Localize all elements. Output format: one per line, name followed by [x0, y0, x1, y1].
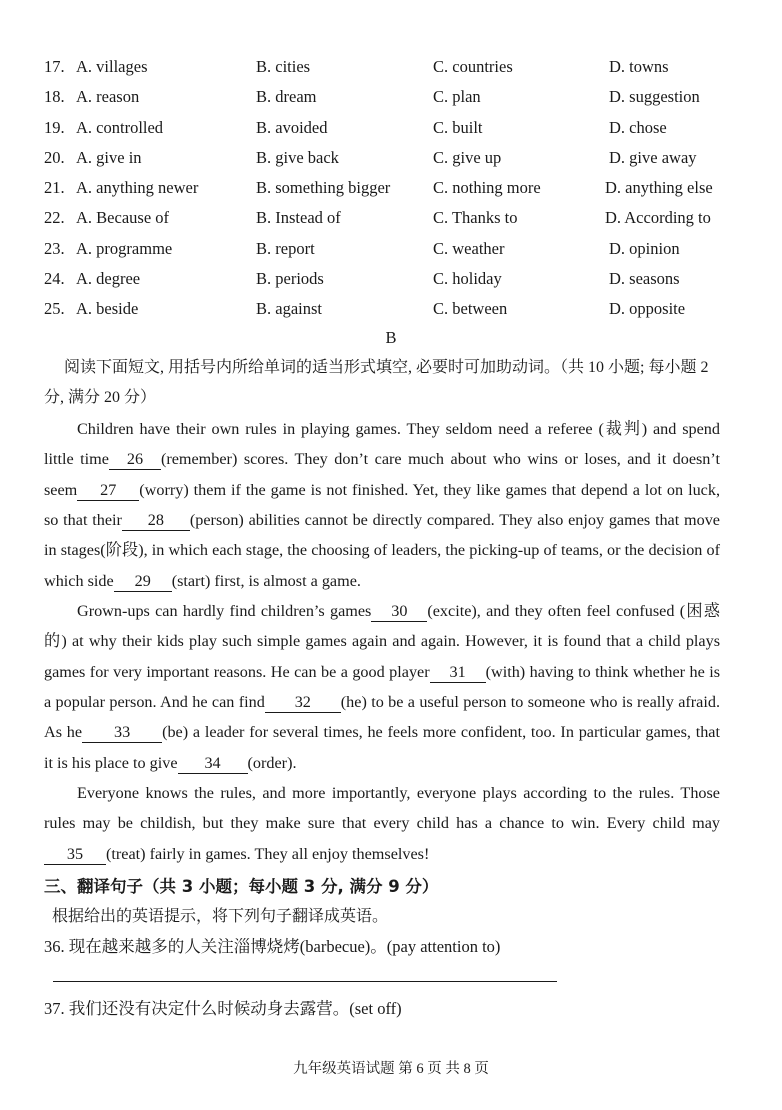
blank-29: 29 — [114, 571, 172, 592]
blank-31: 31 — [430, 662, 486, 683]
blank-27: 27 — [77, 480, 139, 501]
option-c: C. nothing more — [433, 178, 541, 198]
question-row-21 — [44, 176, 744, 206]
passage-paragraph-1 — [44, 414, 720, 596]
option-d: D. According to — [605, 208, 711, 228]
cloze-passage — [44, 414, 720, 869]
page-footer: 九年级英语试题 第 6 页 共 8 页 — [293, 1061, 489, 1077]
passage-text: (order). — [247, 753, 297, 772]
option-d: D. anything else — [605, 178, 713, 198]
question-row-23 — [44, 237, 744, 267]
question-number: 20. — [44, 147, 65, 167]
passage-text: (treat) fairly in games. They all enjoy themselves! — [106, 844, 430, 863]
question-number: 18. — [44, 87, 65, 107]
passage-paragraph-2 — [44, 596, 720, 778]
section-3-heading: 三、翻译句子（共 3 小题；每小题 3 分, 满分 9 分） — [44, 877, 439, 896]
passage-text: (worry) them if the game is not finished. Yet, they like games that depend a lot on luck, so that their — [44, 480, 720, 530]
translation-question-37: 37. 我们还没有决定什么时候动身去露营。(set off) — [44, 999, 402, 1018]
question-number: 17. — [44, 57, 65, 76]
option-c: C. weather — [433, 238, 505, 258]
question-row-22 — [44, 206, 744, 236]
question-row-17 — [44, 55, 744, 85]
passage-text: (person) abilities cannot be directly compared. They also enjoy games that move in stages(阶段), in which each stage, the choosing of leaders, the picking-up of teams, or the decision of which side — [44, 511, 720, 590]
passage-paragraph-3 — [44, 778, 720, 869]
option-c: C. give up — [433, 147, 502, 167]
question-number: 19. — [44, 117, 65, 137]
option-a: A. beside — [76, 299, 139, 319]
option-d: D. seasons — [609, 269, 680, 289]
option-c: C. plan — [433, 87, 481, 107]
option-c: C. countries — [433, 57, 513, 76]
option-b: B. dream — [256, 87, 317, 107]
option-c: C. holiday — [433, 269, 502, 289]
blank-32: 32 — [265, 692, 341, 713]
passage-text: Children have their own rules in playing games. They seldom need a referee (裁判) and spend little time — [44, 420, 720, 469]
passage-text: (remember) scores. They don’t care much about who wins or loses, and it doesn’t seem — [44, 450, 720, 499]
question-number: 24. — [44, 269, 65, 289]
blank-26: 26 — [109, 449, 161, 470]
option-a: A. give in — [76, 147, 142, 167]
option-c: C. between — [433, 299, 508, 319]
option-d: D. towns — [609, 57, 669, 76]
section-3-instruction: 根据给出的英语提示，将下列句子翻译成英语。 — [52, 908, 389, 925]
question-number: 23. — [44, 238, 65, 258]
option-d: D. suggestion — [609, 87, 700, 107]
option-b: B. periods — [256, 269, 324, 289]
blank-33: 33 — [82, 722, 162, 743]
multiple-choice-options — [44, 55, 744, 328]
question-row-20 — [44, 146, 744, 176]
option-a: A. anything newer — [76, 178, 199, 198]
blank-35: 35 — [44, 844, 106, 865]
option-b: B. Instead of — [256, 208, 341, 228]
section-b-instruction: 阅读下面短文, 用括号内所给单词的适当形式填空, 必要时可加助动词。（共 10 小题; 每小题 2 分, 满分 20 分） — [44, 359, 709, 407]
option-b: B. against — [256, 299, 322, 319]
option-d: D. chose — [609, 117, 667, 137]
question-row-19 — [44, 116, 744, 146]
passage-text: (start) first, is almost a game. — [171, 571, 361, 590]
passage-text: (he) to be a useful person to someone who is really afraid. As he — [44, 693, 721, 742]
answer-line-36[interactable] — [53, 981, 557, 982]
option-a: A. controlled — [76, 117, 164, 137]
option-c: C. Thanks to — [433, 208, 518, 228]
option-b: B. cities — [256, 57, 311, 76]
question-row-18 — [44, 85, 744, 115]
option-b: B. give back — [256, 147, 339, 167]
question-number: 22. — [44, 208, 65, 228]
option-d: D. give away — [609, 147, 697, 167]
option-a: A. programme — [76, 238, 173, 258]
option-a: A. Because of — [76, 208, 170, 228]
blank-28: 28 — [122, 510, 190, 531]
passage-text: (be) a leader for several times, he feels more confident, too. In particular games, that it is his place to give — [44, 723, 720, 772]
option-b: B. something bigger — [256, 178, 391, 198]
section-b-heading: B — [385, 328, 397, 347]
question-number: 25. — [44, 299, 65, 319]
passage-text: Everyone knows the rules, and more importantly, everyone plays according to the rules. Those rules may be childish, but they make sure that every child has a chance to win. Every child may — [44, 784, 720, 833]
option-c: C. built — [433, 117, 483, 137]
option-a: A. villages — [76, 57, 148, 76]
option-d: D. opposite — [609, 299, 686, 319]
option-b: B. report — [256, 238, 315, 258]
option-a: A. degree — [76, 269, 141, 289]
option-b: B. avoided — [256, 117, 328, 137]
translation-question-36: 36. 现在越来越多的人关注淄博烧烤(barbecue)。(pay attention to) — [44, 937, 501, 956]
question-row-25 — [44, 297, 744, 327]
question-row-24 — [44, 267, 744, 297]
blank-30: 30 — [371, 601, 427, 622]
passage-text: (excite), and they often feel confused (困惑的) at why their kids play such simple games again and again. However, it is found that a child plays games for very important reasons. He can be a good player — [44, 602, 720, 681]
option-a: A. reason — [76, 87, 140, 107]
passage-text: (with) having to think whether he is a popular person. And he can find — [44, 662, 720, 712]
option-d: D. opinion — [609, 238, 680, 258]
question-number: 21. — [44, 178, 65, 198]
passage-text: Grown-ups can hardly find children’s games — [77, 602, 372, 621]
blank-34: 34 — [178, 753, 248, 774]
